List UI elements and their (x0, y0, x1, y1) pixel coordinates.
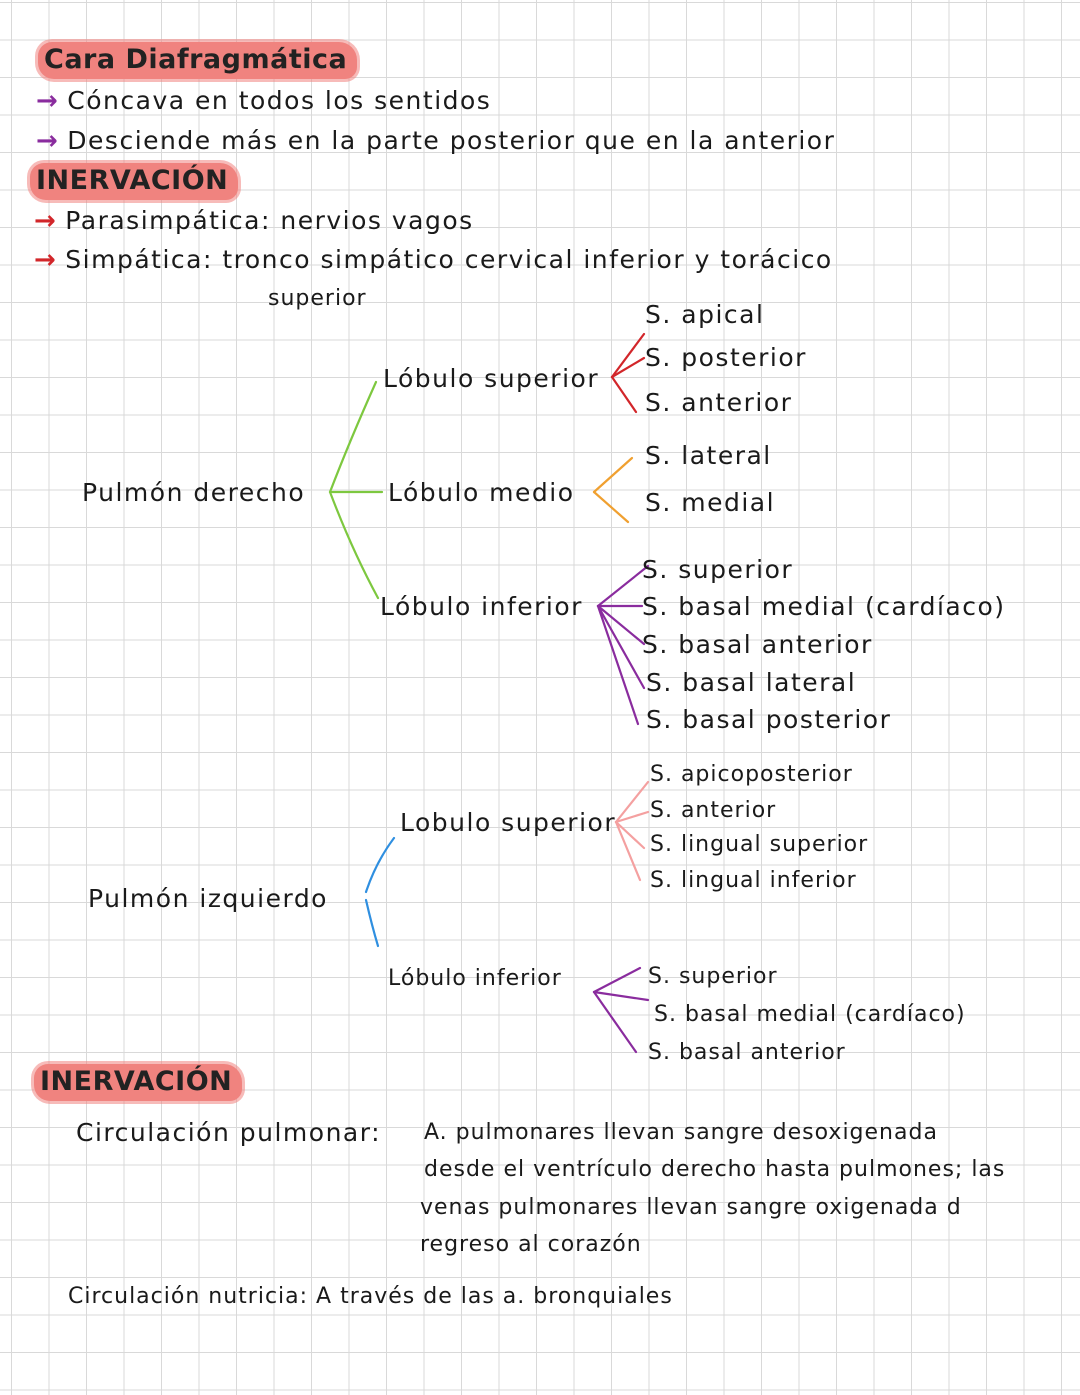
branch-seg-lingual-inferior (616, 822, 640, 880)
circulacion-nutricia-label: Circulación nutricia: (68, 1284, 309, 1309)
lobe-left-inferior: Lóbulo inferior (388, 966, 562, 991)
segment-label: S. posterior (645, 343, 807, 372)
branch-seg-left-basal-anterior (594, 992, 636, 1052)
segment-label: S. lateral (645, 441, 772, 470)
heading-cara-diafragmatica: Cara Diafragmática (38, 42, 357, 79)
heading-inervacion-2: INERVACIÓN (34, 1064, 242, 1101)
branch-seg-medial (594, 492, 628, 522)
branch-left-superior (366, 838, 394, 892)
segment-label: S. medial (645, 488, 776, 517)
bullet-text: Parasimpática: nervios vagos (65, 206, 474, 235)
segment-label: S. basal medial (cardíaco) (642, 592, 1006, 621)
bullet-text: Simpática: tronco simpático cervical inferior y torácico (65, 245, 833, 274)
segment-label: S. anterior (645, 388, 793, 417)
bullet-text: Desciende más en la parte posterior que en la anterior (67, 126, 836, 155)
lobe-left-superior: Lobulo superior (400, 808, 617, 837)
segment-label: S. apicoposterior (650, 762, 853, 787)
lobe-right-superior: Lóbulo superior (383, 364, 600, 393)
circulacion-pulmonar-line: regreso al corazón (420, 1232, 642, 1257)
branch-right-superior (330, 382, 376, 492)
branch-seg-anterior (612, 377, 636, 412)
segment-label: S. basal posterior (646, 705, 892, 734)
segment-label: S. apical (645, 300, 765, 329)
circulacion-pulmonar-line: venas pulmonares llevan sangre oxigenada d (420, 1195, 962, 1220)
branch-seg-posterior (612, 358, 644, 377)
circulacion-nutricia-text: A través de las a. bronquiales (316, 1284, 673, 1309)
branch-left-inferior (366, 900, 378, 946)
branch-seg-apical (612, 334, 644, 377)
circulacion-pulmonar-label: Circulación pulmonar: (76, 1118, 381, 1147)
segment-label: S. superior (648, 964, 778, 989)
segment-label: S. lingual superior (650, 832, 869, 857)
circulacion-pulmonar-line: A. pulmonares llevan sangre desoxigenada (424, 1120, 938, 1145)
branch-right-inferior (330, 492, 378, 598)
segment-label: S. anterior (650, 798, 777, 823)
segment-label: S. basal lateral (646, 668, 857, 697)
segment-label: S. lingual inferior (650, 868, 857, 893)
segment-label: S. basal anterior (648, 1040, 846, 1065)
branch-seg-left-superior (594, 968, 640, 992)
circulacion-nutricia (68, 1284, 673, 1309)
lung-label-left: Pulmón izquierdo (88, 884, 328, 913)
branch-seg-lateral (594, 458, 632, 492)
lobe-right-inferior: Lóbulo inferior (380, 592, 583, 621)
arrow-right-icon: → (34, 245, 58, 275)
arrow-right-icon: → (36, 126, 60, 156)
branch-seg-superior (598, 566, 648, 606)
arrow-right-icon: → (34, 206, 58, 236)
bullet-text: Cóncava en todos los sentidos (67, 86, 492, 115)
lobe-right-medio: Lóbulo medio (388, 478, 575, 507)
segment-label: S. superior (642, 555, 794, 584)
branch-seg-left-basal-medial (594, 992, 648, 1000)
segment-label: S. basal medial (cardíaco) (654, 1002, 966, 1027)
lung-label-right: Pulmón derecho (82, 478, 306, 507)
arrow-right-icon: → (36, 86, 60, 116)
simpatica-continuation: superior (268, 286, 367, 311)
segment-label: S. basal anterior (642, 630, 873, 659)
circulacion-pulmonar-line: desde el ventrículo derecho hasta pulmones; las (424, 1157, 1006, 1182)
heading-inervacion: INERVACIÓN (30, 163, 238, 200)
